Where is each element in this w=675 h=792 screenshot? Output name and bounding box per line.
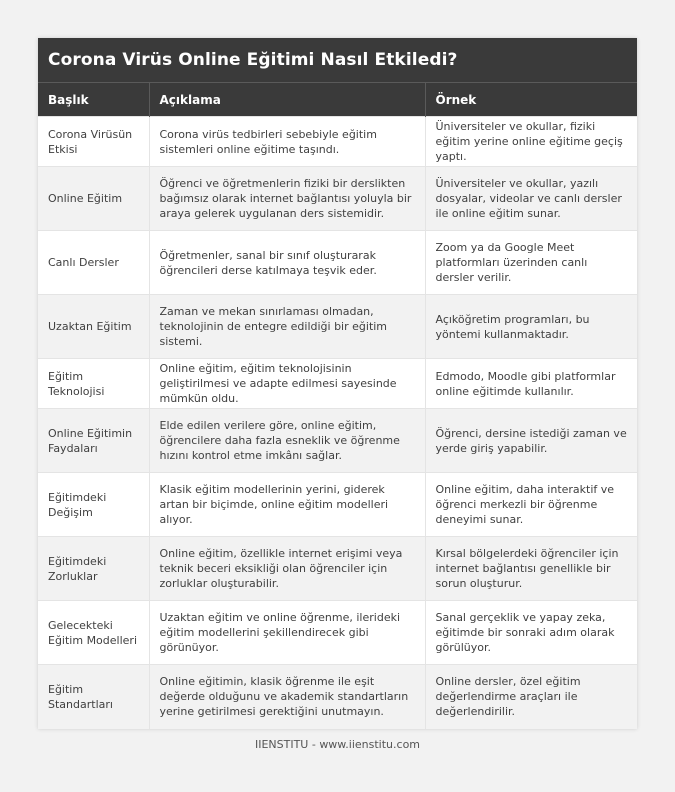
cell-baslik: Eğitimdeki Değişim <box>38 473 149 537</box>
cell-baslik: Eğitim Standartları <box>38 665 149 729</box>
cell-aciklama: Online eğitim, özellikle internet erişimi veya teknik beceri eksikliği olan öğrenciler için zorluklar oluşturabilir. <box>149 537 425 601</box>
cell-aciklama: Elde edilen verilere göre, online eğitim, öğrencilere daha fazla esneklik ve öğrenme hızını kontrol etme imkânı sağlar. <box>149 409 425 473</box>
table-row <box>38 295 637 359</box>
cell-baslik: Uzaktan Eğitim <box>38 295 149 359</box>
table-row <box>38 409 637 473</box>
table-row <box>38 117 637 167</box>
cell-ornek: Zoom ya da Google Meet platformları üzerinden canlı dersler verilir. <box>425 231 637 295</box>
cell-baslik: Eğitimdeki Zorluklar <box>38 537 149 601</box>
column-header-baslik: Başlık <box>38 83 149 117</box>
cell-ornek: Online dersler, özel eğitim değerlendirme araçları ile değerlendirilir. <box>425 665 637 729</box>
table-row <box>38 231 637 295</box>
cell-aciklama: Corona virüs tedbirleri sebebiyle eğitim sistemleri online eğitime taşındı. <box>149 117 425 167</box>
cell-ornek: Online eğitim, daha interaktif ve öğrenci merkezli bir öğrenme deneyimi sunar. <box>425 473 637 537</box>
cell-baslik: Online Eğitimin Faydaları <box>38 409 149 473</box>
table-row <box>38 601 637 665</box>
cell-baslik: Gelecekteki Eğitim Modelleri <box>38 601 149 665</box>
column-header-aciklama: Açıklama <box>149 83 425 117</box>
cell-aciklama: Uzaktan eğitim ve online öğrenme, ilerideki eğitim modellerini şekillendirecek gibi görünüyor. <box>149 601 425 665</box>
table-row <box>38 665 637 729</box>
header-row <box>38 83 637 117</box>
table-row <box>38 359 637 409</box>
footer-credit: IIENSTITU - www.iienstitu.com <box>254 738 421 751</box>
cell-aciklama: Online eğitim, eğitim teknolojisinin geliştirilmesi ve adapte edilmesi sayesinde mümkün oldu. <box>149 359 425 409</box>
cell-ornek: Öğrenci, dersine istediği zaman ve yerde giriş yapabilir. <box>425 409 637 473</box>
cell-ornek: Üniversiteler ve okullar, fiziki eğitim yerine online eğitime geçiş yaptı. <box>425 117 637 167</box>
cell-aciklama: Zaman ve mekan sınırlaması olmadan, teknolojinin de entegre edildiği bir eğitim sistemi. <box>149 295 425 359</box>
cell-baslik: Canlı Dersler <box>38 231 149 295</box>
cell-aciklama: Öğrenci ve öğretmenlerin fiziki bir derslikten bağımsız olarak internet bağlantısı yoluyla bir araya gelerek uygulanan ders sistemidir. <box>149 167 425 231</box>
cell-aciklama: Klasik eğitim modellerinin yerini, giderek artan bir biçimde, online eğitim modelleri alıyor. <box>149 473 425 537</box>
cell-baslik: Eğitim Teknolojisi <box>38 359 149 409</box>
cell-ornek: Açıköğretim programları, bu yöntemi kullanmaktadır. <box>425 295 637 359</box>
cell-ornek: Kırsal bölgelerdeki öğrenciler için internet bağlantısı genellikle bir sorun oluşturur. <box>425 537 637 601</box>
cell-ornek: Edmodo, Moodle gibi platformlar online eğitimde kullanılır. <box>425 359 637 409</box>
data-table <box>38 82 637 729</box>
table-card <box>38 38 637 729</box>
cell-baslik: Online Eğitim <box>38 167 149 231</box>
cell-ornek: Sanal gerçeklik ve yapay zeka, eğitimde bir sonraki adım olarak görülüyor. <box>425 601 637 665</box>
table-row <box>38 473 637 537</box>
cell-ornek: Üniversiteler ve okullar, yazılı dosyalar, videolar ve canlı dersler ile online eğitim sunar. <box>425 167 637 231</box>
cell-aciklama: Öğretmenler, sanal bir sınıf oluşturarak öğrencileri derse katılmaya teşvik eder. <box>149 231 425 295</box>
table-row <box>38 167 637 231</box>
table-title: Corona Virüs Online Eğitimi Nasıl Etkiledi? <box>38 38 637 82</box>
column-header-ornek: Örnek <box>425 83 637 117</box>
cell-aciklama: Online eğitimin, klasik öğrenme ile eşit değerde olduğunu ve akademik standartların yerine getirilmesi gerektiğini unutmayın. <box>149 665 425 729</box>
table-row <box>38 537 637 601</box>
cell-baslik: Corona Virüsün Etkisi <box>38 117 149 167</box>
